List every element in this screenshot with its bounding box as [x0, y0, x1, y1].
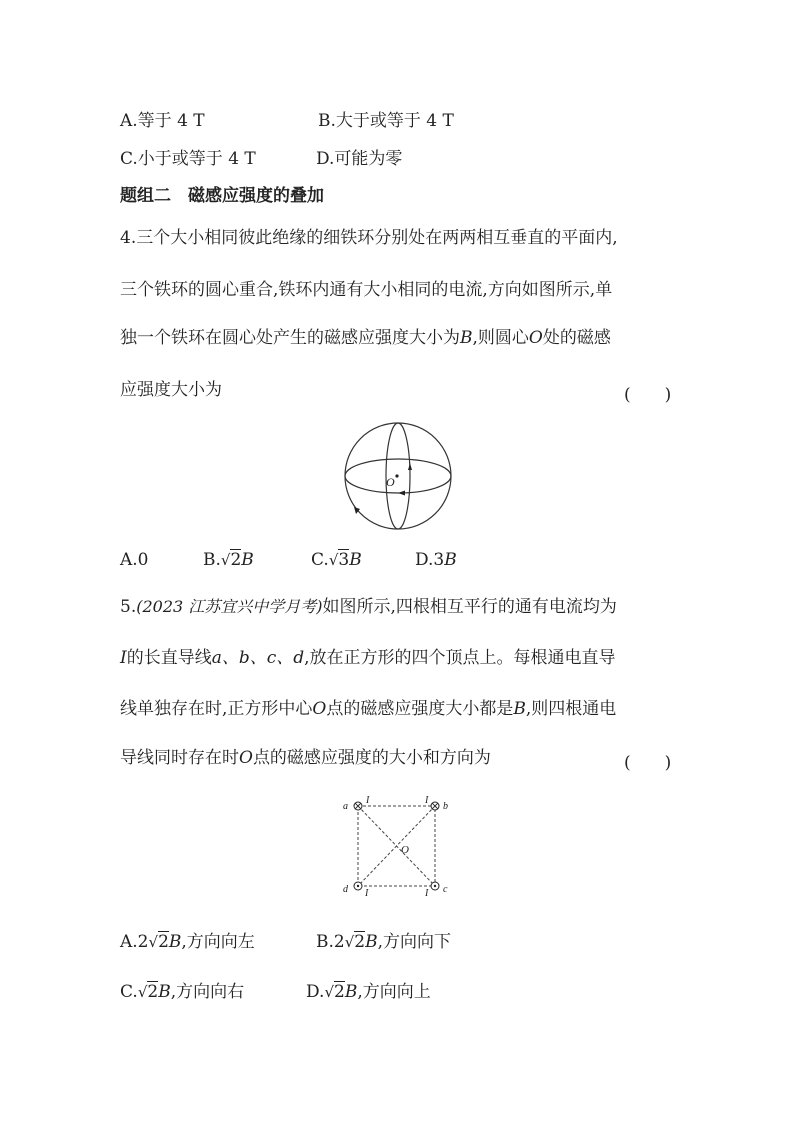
label-i-d: I — [365, 888, 369, 899]
q3-option-a: A.等于 4 T — [120, 111, 205, 131]
q4-answer-bracket: ( ) — [624, 385, 672, 405]
q5-line-3: 线单独存在时,正方形中心O点的磁感应强度大小都是B,则四根通电 — [120, 699, 617, 719]
q5-option-a: A.2√2B,方向向左 — [120, 932, 255, 952]
q4-option-c: C.√3B — [311, 550, 362, 570]
label-o: O — [401, 844, 409, 856]
q5-line-4: 导线同时存在时O点的磁感应强度的大小和方向为 — [120, 748, 491, 768]
section-heading: 题组二 磁感应强度的叠加 — [120, 186, 324, 206]
q4-line-2: 三个铁环的圆心重合,铁环内通有大小相同的电流,方向如图所示,单 — [120, 280, 613, 300]
q4-option-a: A.0 — [120, 550, 149, 570]
label-c: c — [443, 884, 448, 895]
q5-option-d: D.√2B,方向向上 — [306, 982, 431, 1002]
q5-option-b: B.2√2B,方向向下 — [316, 932, 452, 952]
square-wires-figure — [335, 792, 460, 900]
q4-line-3: 独一个铁环在圆心处产生的磁感应强度大小为B,则圆心O处的磁感 — [120, 328, 611, 348]
q5-answer-bracket: ( ) — [624, 753, 672, 773]
label-i-c: I — [425, 888, 429, 899]
center-point — [395, 474, 398, 477]
q4-line-1: 4.三个大小相同彼此绝缘的细铁环分别处在两两相互垂直的平面内, — [120, 228, 618, 248]
wire-c-out-of-page-icon — [431, 882, 439, 890]
q4-option-d: D.3B — [415, 550, 457, 570]
center-label-o: O — [386, 475, 395, 489]
q3-option-d: D.可能为零 — [316, 149, 403, 169]
q3-option-c: C.小于或等于 4 T — [120, 149, 256, 169]
q3-option-b: B.大于或等于 4 T — [318, 111, 454, 131]
label-b: b — [443, 801, 448, 812]
arrow-up-icon — [408, 463, 412, 470]
arrow-left-icon — [398, 491, 405, 496]
wire-d-out-of-page-icon — [354, 882, 362, 890]
q4-option-b: B.√2B — [203, 550, 254, 570]
label-i-b: I — [425, 795, 429, 806]
label-d: d — [343, 884, 348, 895]
q5-line-2: I的长直导线a、b、c、d,放在正方形的四个顶点上。每根通电直导 — [120, 648, 616, 668]
label-a: a — [343, 801, 348, 812]
label-i-a: I — [366, 795, 370, 806]
q5-source: (2023 江苏宜兴中学月考) — [136, 597, 323, 616]
q5-line-1: 5.(2023 江苏宜兴中学月考)如图所示,四根相互平行的通有电流均为 — [120, 597, 617, 617]
q5-option-c: C.√2B,方向向右 — [120, 982, 245, 1002]
three-rings-figure — [340, 418, 456, 534]
wire-b-into-page-icon — [431, 802, 439, 810]
wire-a-into-page-icon — [354, 802, 362, 810]
q4-line-4: 应强度大小为 — [120, 380, 222, 400]
arrow-down-icon — [354, 507, 360, 514]
